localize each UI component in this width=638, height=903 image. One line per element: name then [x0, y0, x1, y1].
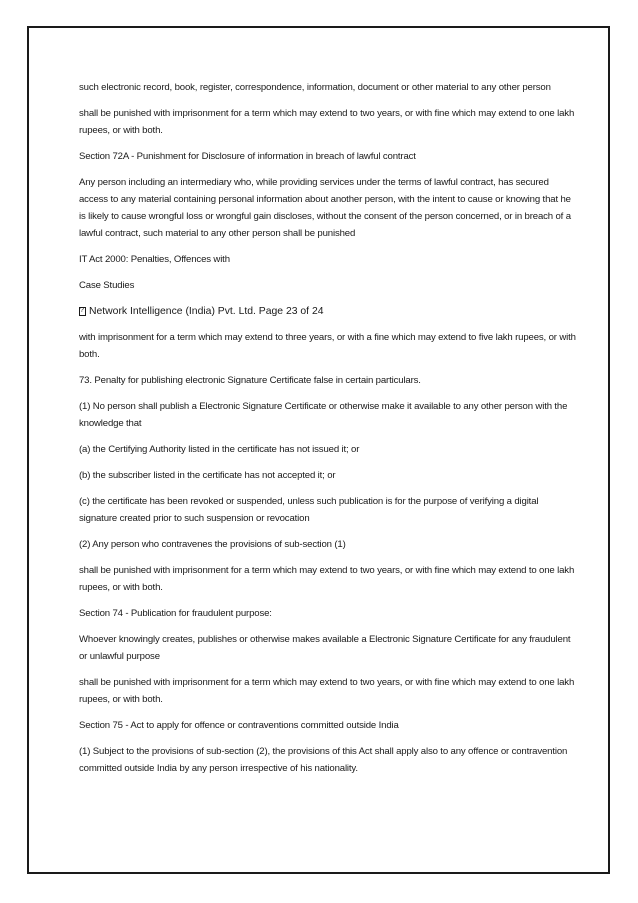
paragraph-punishment-two-years: shall be punished with imprisonment for a term which may extend to two years, or with fine which may extend to one lakh rupees, or with both.: [79, 108, 575, 136]
section-74-heading: Section 74 - Publication for fraudulent purpose:: [79, 608, 272, 619]
paragraph-it-act-penalties: IT Act 2000: Penalties, Offences with: [79, 254, 230, 265]
paragraph-74-punishment: shall be punished with imprisonment for a term which may extend to two years, or with fine which may extend to one lakh rupees, or with both.: [79, 677, 575, 705]
paragraph-73-1: (1) No person shall publish a Electronic Signature Certificate or otherwise make it available to any other person with the knowledge that: [79, 401, 568, 429]
document-body: [79, 79, 576, 786]
footer-reference-text: Network Intelligence (India) Pvt. Ltd. Page 23 of 24: [89, 306, 324, 317]
paragraph-record-continuation: such electronic record, book, register, correspondence, information, document or other material to any other person: [79, 82, 551, 93]
paragraph-74-body: Whoever knowingly creates, publishes or otherwise makes available a Electronic Signature Certificate for any fraudulent or unlawful purpose: [79, 634, 571, 662]
paragraph-75-1: (1) Subject to the provisions of sub-section (2), the provisions of this Act shall apply also to any offence or contravention committed outside India by any person irrespective of his nationality.: [79, 746, 568, 774]
missing-glyph-icon: [79, 307, 86, 316]
paragraph-intermediary-disclosure: Any person including an intermediary who, while providing services under the terms of lawful contract, has secured access to any material containing personal information about another person, with the intent to cause or knowing that he is likely to cause wrongful loss or wrongful gain discloses, without the consent of the person concerned, or in breach of a lawful contract, such material to any other person shall be punished: [79, 177, 571, 239]
paragraph-73-1-c: (c) the certificate has been revoked or suspended, unless such publication is for the purpose of verifying a digital signature created prior to such suspension or revocation: [79, 496, 539, 524]
section-75-heading: Section 75 - Act to apply for offence or contraventions committed outside India: [79, 720, 399, 731]
paragraph-73-1-b: (b) the subscriber listed in the certificate has not accepted it; or: [79, 470, 336, 481]
section-73-heading: 73. Penalty for publishing electronic Signature Certificate false in certain particulars.: [79, 375, 421, 386]
paragraph-73-punishment: shall be punished with imprisonment for a term which may extend to two years, or with fine which may extend to one lakh rupees, or with both.: [79, 565, 575, 593]
document-page: [27, 26, 610, 874]
paragraph-case-studies: Case Studies: [79, 280, 135, 291]
paragraph-three-years: with imprisonment for a term which may extend to three years, or with a fine which may extend to five lakh rupees, or with both.: [79, 332, 576, 360]
paragraph-73-1-a: (a) the Certifying Authority listed in the certificate has not issued it; or: [79, 444, 360, 455]
page-footer-reference: [79, 303, 576, 320]
paragraph-73-2: (2) Any person who contravenes the provisions of sub-section (1): [79, 539, 346, 550]
section-72a-heading: Section 72A - Punishment for Disclosure of information in breach of lawful contract: [79, 151, 416, 162]
